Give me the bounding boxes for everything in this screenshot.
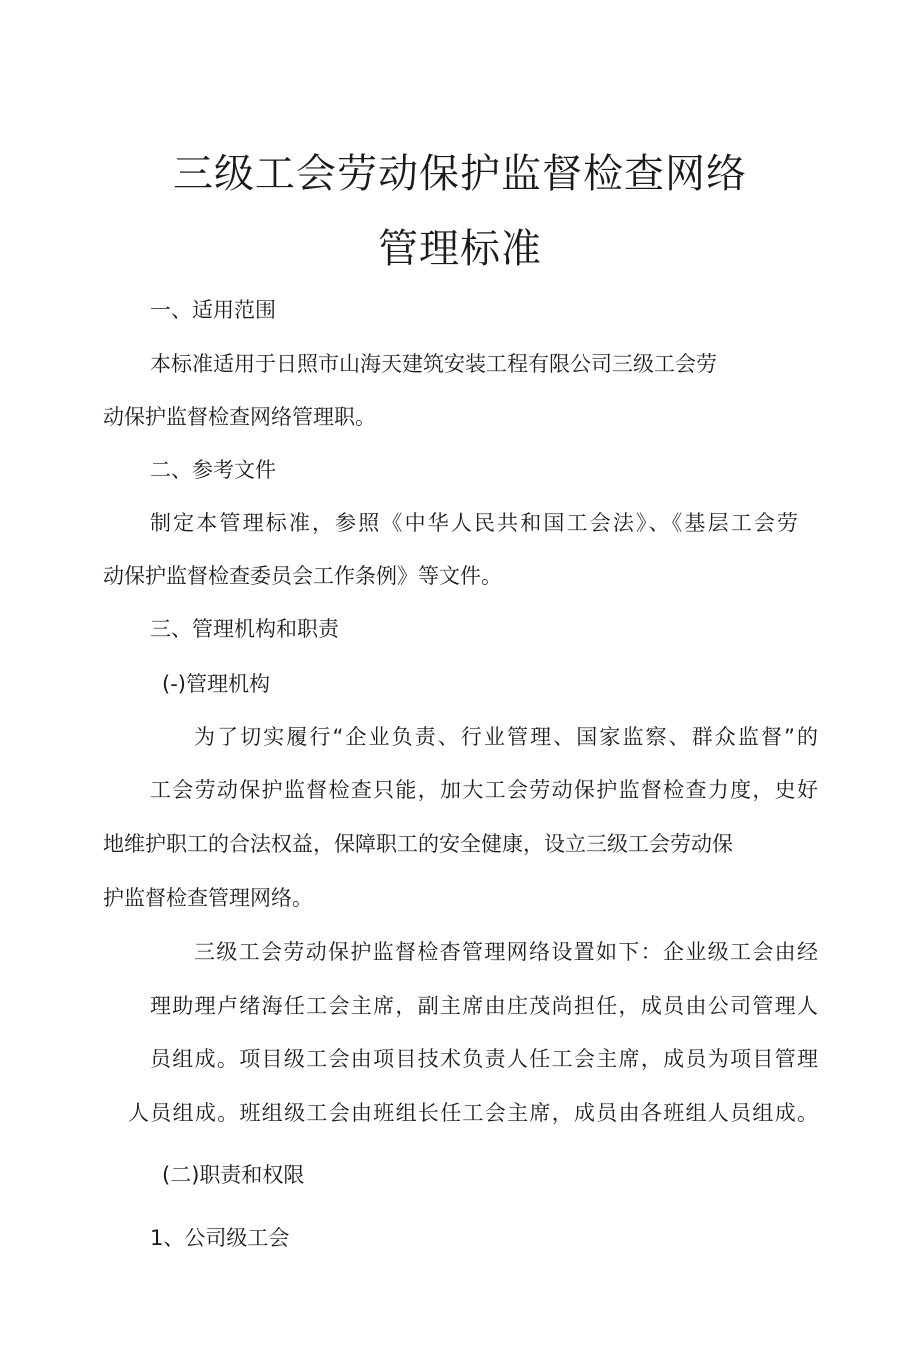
section-2-paragraph-line: 制定本管理标准，参照《中华人民共和国工会法》、《基层工会劳 [150, 511, 798, 535]
section-1-paragraph-line: 动保护监督检查网络管理职。 [103, 405, 376, 429]
document-title-line-1: 三级工会劳动保护监督检查网络 [173, 151, 747, 197]
list-item-heading: 1、公司级工会 [150, 1226, 290, 1250]
section-3-paragraph-line: 工会劳动保护监督检查只能，加大工会劳动保护监督检查力度，史好 [150, 778, 818, 802]
subsection-heading: (二)职责和权限 [162, 1163, 305, 1187]
section-3-paragraph-line: 三级工会劳动保护监督检杳管理网络设置如下：企业级工会由经 [194, 940, 818, 964]
section-1-paragraph-line: 本标准适用于日照市山海天建筑安装工程有限公司三级工会劳 [150, 352, 717, 376]
section-3-heading: 三、管理机构和职责 [150, 617, 339, 641]
section-3-paragraph-line: 地维护职工的合法权益，保障职工的安全健康，设立三级工会劳动保 [103, 832, 733, 856]
document-title-line-2: 管理标准 [378, 226, 542, 272]
subsection-heading: (-)管理机构 [162, 672, 270, 696]
section-3-paragraph-line: 人员组成。班组级工会由班组长任工会主席，成员由各班组人员组成。 [128, 1101, 818, 1125]
section-3-paragraph-line: 员组成。项目级工会由项目技术负责人任工会主席，成员为项目管理 [150, 1047, 818, 1071]
section-3-paragraph-line: 理助理卢绪海任工会主席，副主席由庄茂尚担任，成员由公司管理人 [150, 994, 818, 1018]
section-2-heading: 二、参考文件 [150, 458, 276, 482]
section-3-paragraph-line: 为了切实履行“企业负责、行业管理、国家监察、群众监督”的 [194, 725, 818, 749]
section-1-heading: 一、适用范围 [150, 298, 276, 322]
section-3-paragraph-line: 护监督检查管理网络。 [103, 886, 313, 910]
section-2-paragraph-line: 动保护监督检查委员会工作条例》等文件。 [103, 564, 502, 588]
